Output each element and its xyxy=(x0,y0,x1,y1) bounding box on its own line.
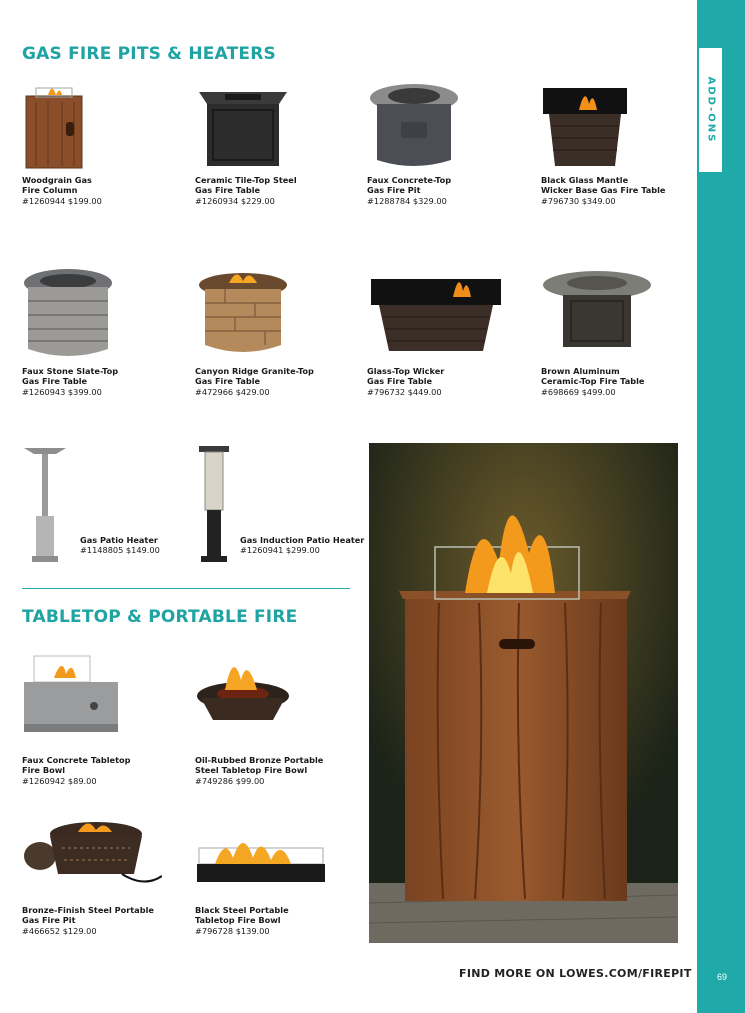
section-divider xyxy=(22,588,350,589)
product-meta: #466652 $129.00 xyxy=(22,925,97,936)
product-meta: #749286 $99.00 xyxy=(195,775,265,786)
product-name-1: Brown Aluminum xyxy=(541,366,620,376)
product-name-1: Gas Induction Patio Heater xyxy=(240,535,365,545)
product-name-2: Gas Fire Table xyxy=(195,376,261,387)
gas-patio-heater-image xyxy=(22,440,68,568)
section-title-tabletop: TABLETOP & PORTABLE FIRE xyxy=(22,607,298,627)
product-name-2: Ceramic-Top Fire Table xyxy=(541,376,645,387)
add-ons-tab[interactable] xyxy=(699,48,722,172)
ceramic-tile-fire-table-image xyxy=(195,82,295,170)
product-meta: #1288784 $329.00 xyxy=(367,195,447,206)
product-name-1: Faux Stone Slate-Top xyxy=(22,366,119,376)
faux-stone-fire-table-image xyxy=(22,265,122,361)
product-meta: #472966 $429.00 xyxy=(195,386,270,397)
product-name-1: Faux Concrete-Top xyxy=(367,175,452,185)
product-name-2: Gas Fire Table xyxy=(22,376,88,387)
product-card[interactable] xyxy=(541,82,665,206)
product-name-1: Bronze-Finish Steel Portable xyxy=(22,905,154,915)
product-card[interactable] xyxy=(367,82,467,206)
black-glass-wicker-fire-table-image xyxy=(541,82,641,170)
black-steel-tabletop-fire-bowl-image xyxy=(195,818,335,900)
product-name-1: Canyon Ridge Granite-Top xyxy=(195,366,314,376)
lowes-firepit-link[interactable]: FIND MORE ON LOWES.COM/FIREPIT xyxy=(459,967,692,980)
product-meta: #698669 $499.00 xyxy=(541,386,616,397)
product-card[interactable] xyxy=(22,265,122,397)
add-ons-tab-label: ADD-ONS xyxy=(705,76,716,144)
product-card[interactable] xyxy=(195,82,297,206)
canyon-ridge-fire-table-image xyxy=(195,265,295,361)
product-name-2: Wicker Base Gas Fire Table xyxy=(541,185,666,196)
product-name-1: Gas Patio Heater xyxy=(80,535,158,545)
product-card[interactable] xyxy=(22,82,102,206)
product-name-1: Faux Concrete Tabletop xyxy=(22,755,131,765)
product-card[interactable] xyxy=(195,650,323,786)
product-name-2: Gas Fire Table xyxy=(195,185,261,196)
product-name-2: Gas Fire Pit xyxy=(22,915,76,926)
glass-top-wicker-fire-table-image xyxy=(367,265,507,361)
product-name-1: Oil-Rubbed Bronze Portable xyxy=(195,755,324,765)
product-name-2: Steel Tabletop Fire Bowl xyxy=(195,765,308,776)
product-name-2: Fire Bowl xyxy=(22,765,66,776)
product-meta: #1260941 $299.00 xyxy=(240,545,320,556)
product-name-2: Gas Fire Pit xyxy=(367,185,421,196)
page-number: 69 xyxy=(716,972,727,982)
product-name-1: Woodgrain Gas xyxy=(22,175,92,185)
product-name-2: Fire Column xyxy=(22,185,78,196)
product-card[interactable] xyxy=(22,818,162,936)
brown-aluminum-fire-table-image xyxy=(541,265,651,361)
section-title-gas: GAS FIRE PITS & HEATERS xyxy=(22,44,276,64)
product-meta: #796728 $139.00 xyxy=(195,925,270,936)
faux-concrete-tabletop-fire-bowl-image xyxy=(22,650,122,750)
product-meta: #1260943 $399.00 xyxy=(22,386,102,397)
product-name-1: Ceramic Tile-Top Steel xyxy=(195,175,297,185)
product-meta: #1260942 $89.00 xyxy=(22,775,97,786)
product-card[interactable] xyxy=(22,650,131,786)
product-name-1: Glass-Top Wicker xyxy=(367,366,445,376)
oil-rubbed-bronze-fire-bowl-image xyxy=(195,650,295,750)
product-name-1: Black Steel Portable xyxy=(195,905,289,915)
product-card[interactable] xyxy=(367,265,507,397)
bronze-finish-portable-fire-pit-image xyxy=(22,818,162,900)
product-card[interactable] xyxy=(195,818,335,936)
product-meta: #1148805 $149.00 xyxy=(80,545,160,556)
gas-induction-patio-heater-image xyxy=(195,440,235,568)
hero-photo xyxy=(369,443,678,943)
woodgrain-fire-column-image xyxy=(22,82,92,170)
product-name-2: Gas Fire Table xyxy=(367,376,433,387)
product-name-2: Tabletop Fire Bowl xyxy=(195,915,281,926)
product-name-1: Black Glass Mantle xyxy=(541,175,629,185)
product-meta: #796730 $349.00 xyxy=(541,195,616,206)
product-meta: #1260944 $199.00 xyxy=(22,195,102,206)
product-card[interactable] xyxy=(195,265,314,397)
product-card[interactable] xyxy=(541,265,651,397)
product-meta: #796732 $449.00 xyxy=(367,386,442,397)
woodgrain-fire-column-lifestyle-image xyxy=(369,443,678,943)
product-meta: #1260934 $229.00 xyxy=(195,195,275,206)
faux-concrete-fire-pit-image xyxy=(367,82,467,170)
